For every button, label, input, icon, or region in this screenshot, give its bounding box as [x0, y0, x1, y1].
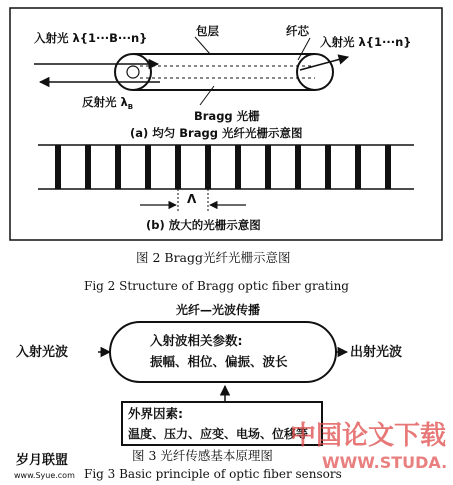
grating-bar: [325, 145, 331, 189]
fiber-propagation-title: 光纤—光波传播: [176, 303, 261, 317]
cladding-leader: [195, 37, 210, 54]
grating-bar: [385, 145, 391, 189]
grating-bar: [85, 145, 91, 189]
period-symbol: Λ: [187, 192, 197, 206]
figure3-caption-en: Fig 3 Basic principle of optic fiber sensors: [84, 467, 342, 481]
input-label: 入射光波: [16, 345, 69, 360]
grating-label: Bragg 光栅: [194, 109, 260, 123]
cladding-label: 包层: [196, 24, 219, 38]
fiber-right-end: [297, 54, 333, 90]
transmitted-label: 入射光 λ{1···n}: [320, 35, 412, 49]
reflected-label: 反射光 $\lambda_B$: [82, 95, 134, 111]
caption-b: (b) 放大的光栅示意图: [146, 218, 261, 232]
figure3-caption-cn: 图 3 光纤传感基本原理图: [132, 448, 273, 463]
params-line2: 振幅、相位、偏振、波长: [150, 354, 288, 369]
watermark-left-top: 岁月联盟: [16, 453, 69, 468]
core-label: 纤芯: [286, 24, 309, 38]
grating-bar: [355, 145, 361, 189]
grating-bar: [295, 145, 301, 189]
grating-bar: [265, 145, 271, 189]
watermark-left-bottom: www.Syue.com: [14, 471, 75, 480]
figure2-caption-en: Fig 2 Structure of Bragg optic fiber grating: [84, 279, 349, 293]
factors-line2: 温度、压力、应变、电场、位移等: [128, 427, 309, 441]
fiber-capsule: [110, 322, 336, 382]
grating-bar: [145, 145, 151, 189]
grating-bar: [235, 145, 241, 189]
caption-a: (a) 均匀 Bragg 光纤光栅示意图: [130, 126, 303, 140]
fiber-left-end: [115, 54, 151, 90]
output-label: 出射光波: [350, 345, 403, 360]
grating-bar: [175, 145, 181, 189]
factors-line1: 外界因素:: [128, 406, 183, 421]
transmitted-arrow: [300, 57, 348, 70]
watermark-right-bottom: WWW.STUDA.: [322, 453, 448, 472]
grating-bars: [55, 145, 391, 189]
core-left-end: [127, 66, 139, 78]
grating-bar: [115, 145, 121, 189]
params-line1: 入射波相关参数:: [150, 333, 243, 348]
grating-bar: [205, 145, 211, 189]
incident-label: 入射光 λ{1···B···n}: [34, 31, 148, 45]
watermark-right-top: 中国论文下载: [290, 421, 447, 451]
grating-bar: [55, 145, 61, 189]
figure2-caption-cn: 图 2 Bragg光纤光栅示意图: [136, 250, 291, 265]
grating-leader: [200, 86, 214, 105]
